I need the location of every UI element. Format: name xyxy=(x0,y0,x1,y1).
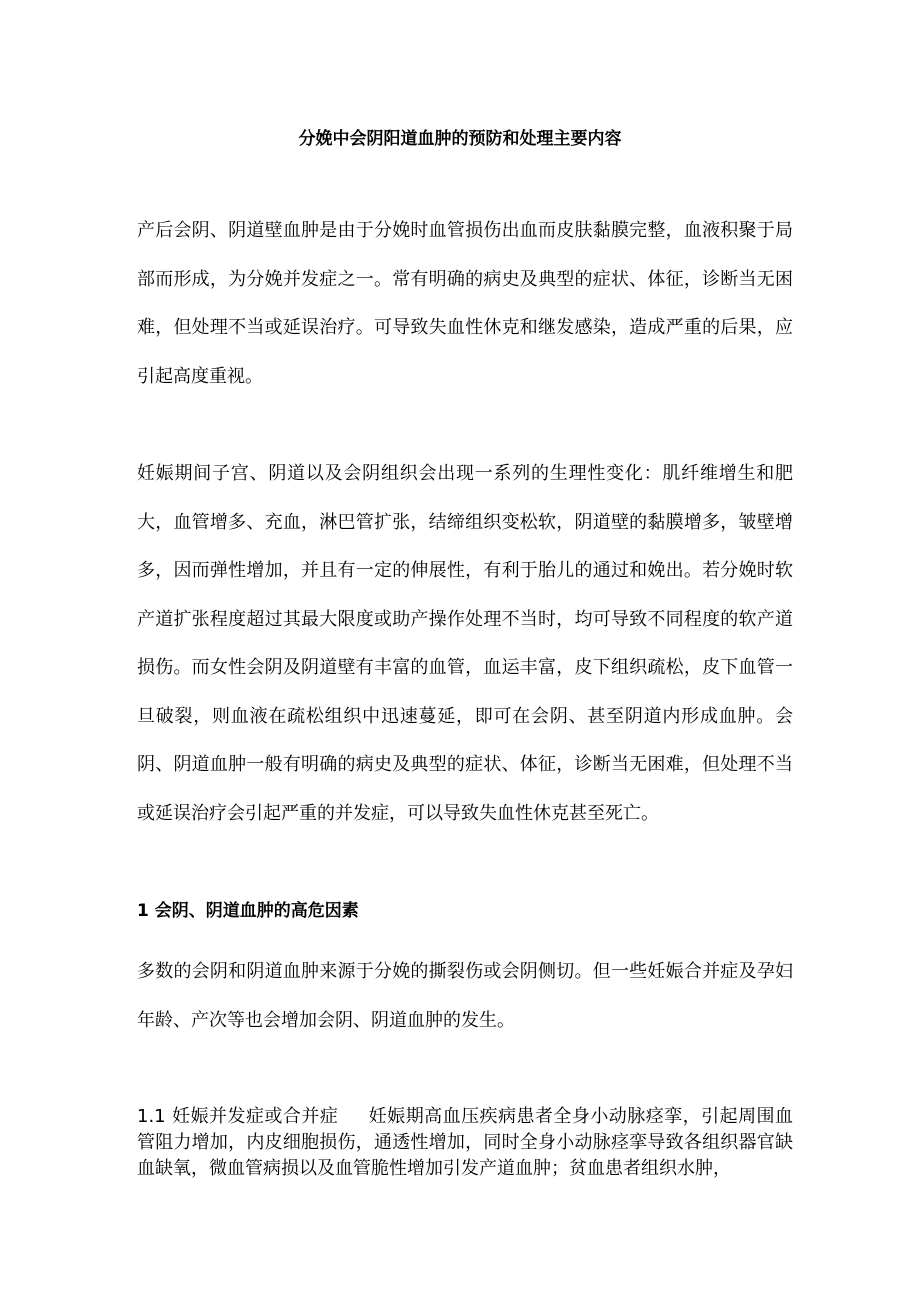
section-1-heading: 1 会阴、阴道血肿的高危因素 xyxy=(137,901,359,921)
paragraph-intro: 产后会阴、阴道壁血肿是由于分娩时血管损伤出血而皮肤黏膜完整，血液积聚于局部而形成，为分娩并发症之一。常有明确的病史及典型的症状、体征，诊断当无困难，但处理不当或延误治疗。可导致失血性休克和继发感染，造成严重的后果，应引起高度重视。 xyxy=(137,220,793,387)
subsection-1-1-heading: 妊娠并发症或合并症 xyxy=(171,1106,339,1127)
section-1-paragraph: 多数的会阴和阴道血肿来源于分娩的撕裂伤或会阴侧切。但一些妊娠合并症及孕妇年龄、产次等也会增加会阴、阴道血肿的发生。 xyxy=(137,961,793,1031)
subsection-1-1-number: 1.1 xyxy=(137,1106,166,1127)
document-title: 分娩中会阴阳道血肿的预防和处理主要内容 xyxy=(298,129,622,149)
subsection-1-1-text: 妊娠期高血压疾病患者全身小动脉痉挛，引起周围血管阻力增加，内皮细胞损伤，通透性增加，同时全身小动脉痉挛导致各组织器官缺血缺氧，微血管病损以及血管脆性增加引发产道血肿；贫血患者组织水肿， xyxy=(137,1106,793,1179)
paragraph-physiology: 妊娠期间子宫、阴道以及会阴组织会出现一系列的生理性变化：肌纤维增生和肥大，血管增多、充血，淋巴管扩张，结缔组织变松软，阴道壁的黏膜增多，皱壁增多，因而弹性增加，并且有一定的伸展性，有利于胎儿的通过和娩出。若分娩时软产道扩张程度超过其最大限度或助产操作处理不当时，均可导致不同程度的软产道损伤。而女性会阴及阴道壁有丰富的血管，血运丰富，皮下组织疏松，皮下血管一旦破裂，则血液在疏松组织中迅速蔓延，即可在会阴、甚至阴道内形成血肿。会阴、阴道血肿一般有明确的病史及典型的症状、体征，诊断当无困难，但处理不当或延误治疗会引起严重的并发症，可以导致失血性休克甚至死亡。 xyxy=(137,463,793,824)
subsection-1-1 xyxy=(137,1104,793,1182)
